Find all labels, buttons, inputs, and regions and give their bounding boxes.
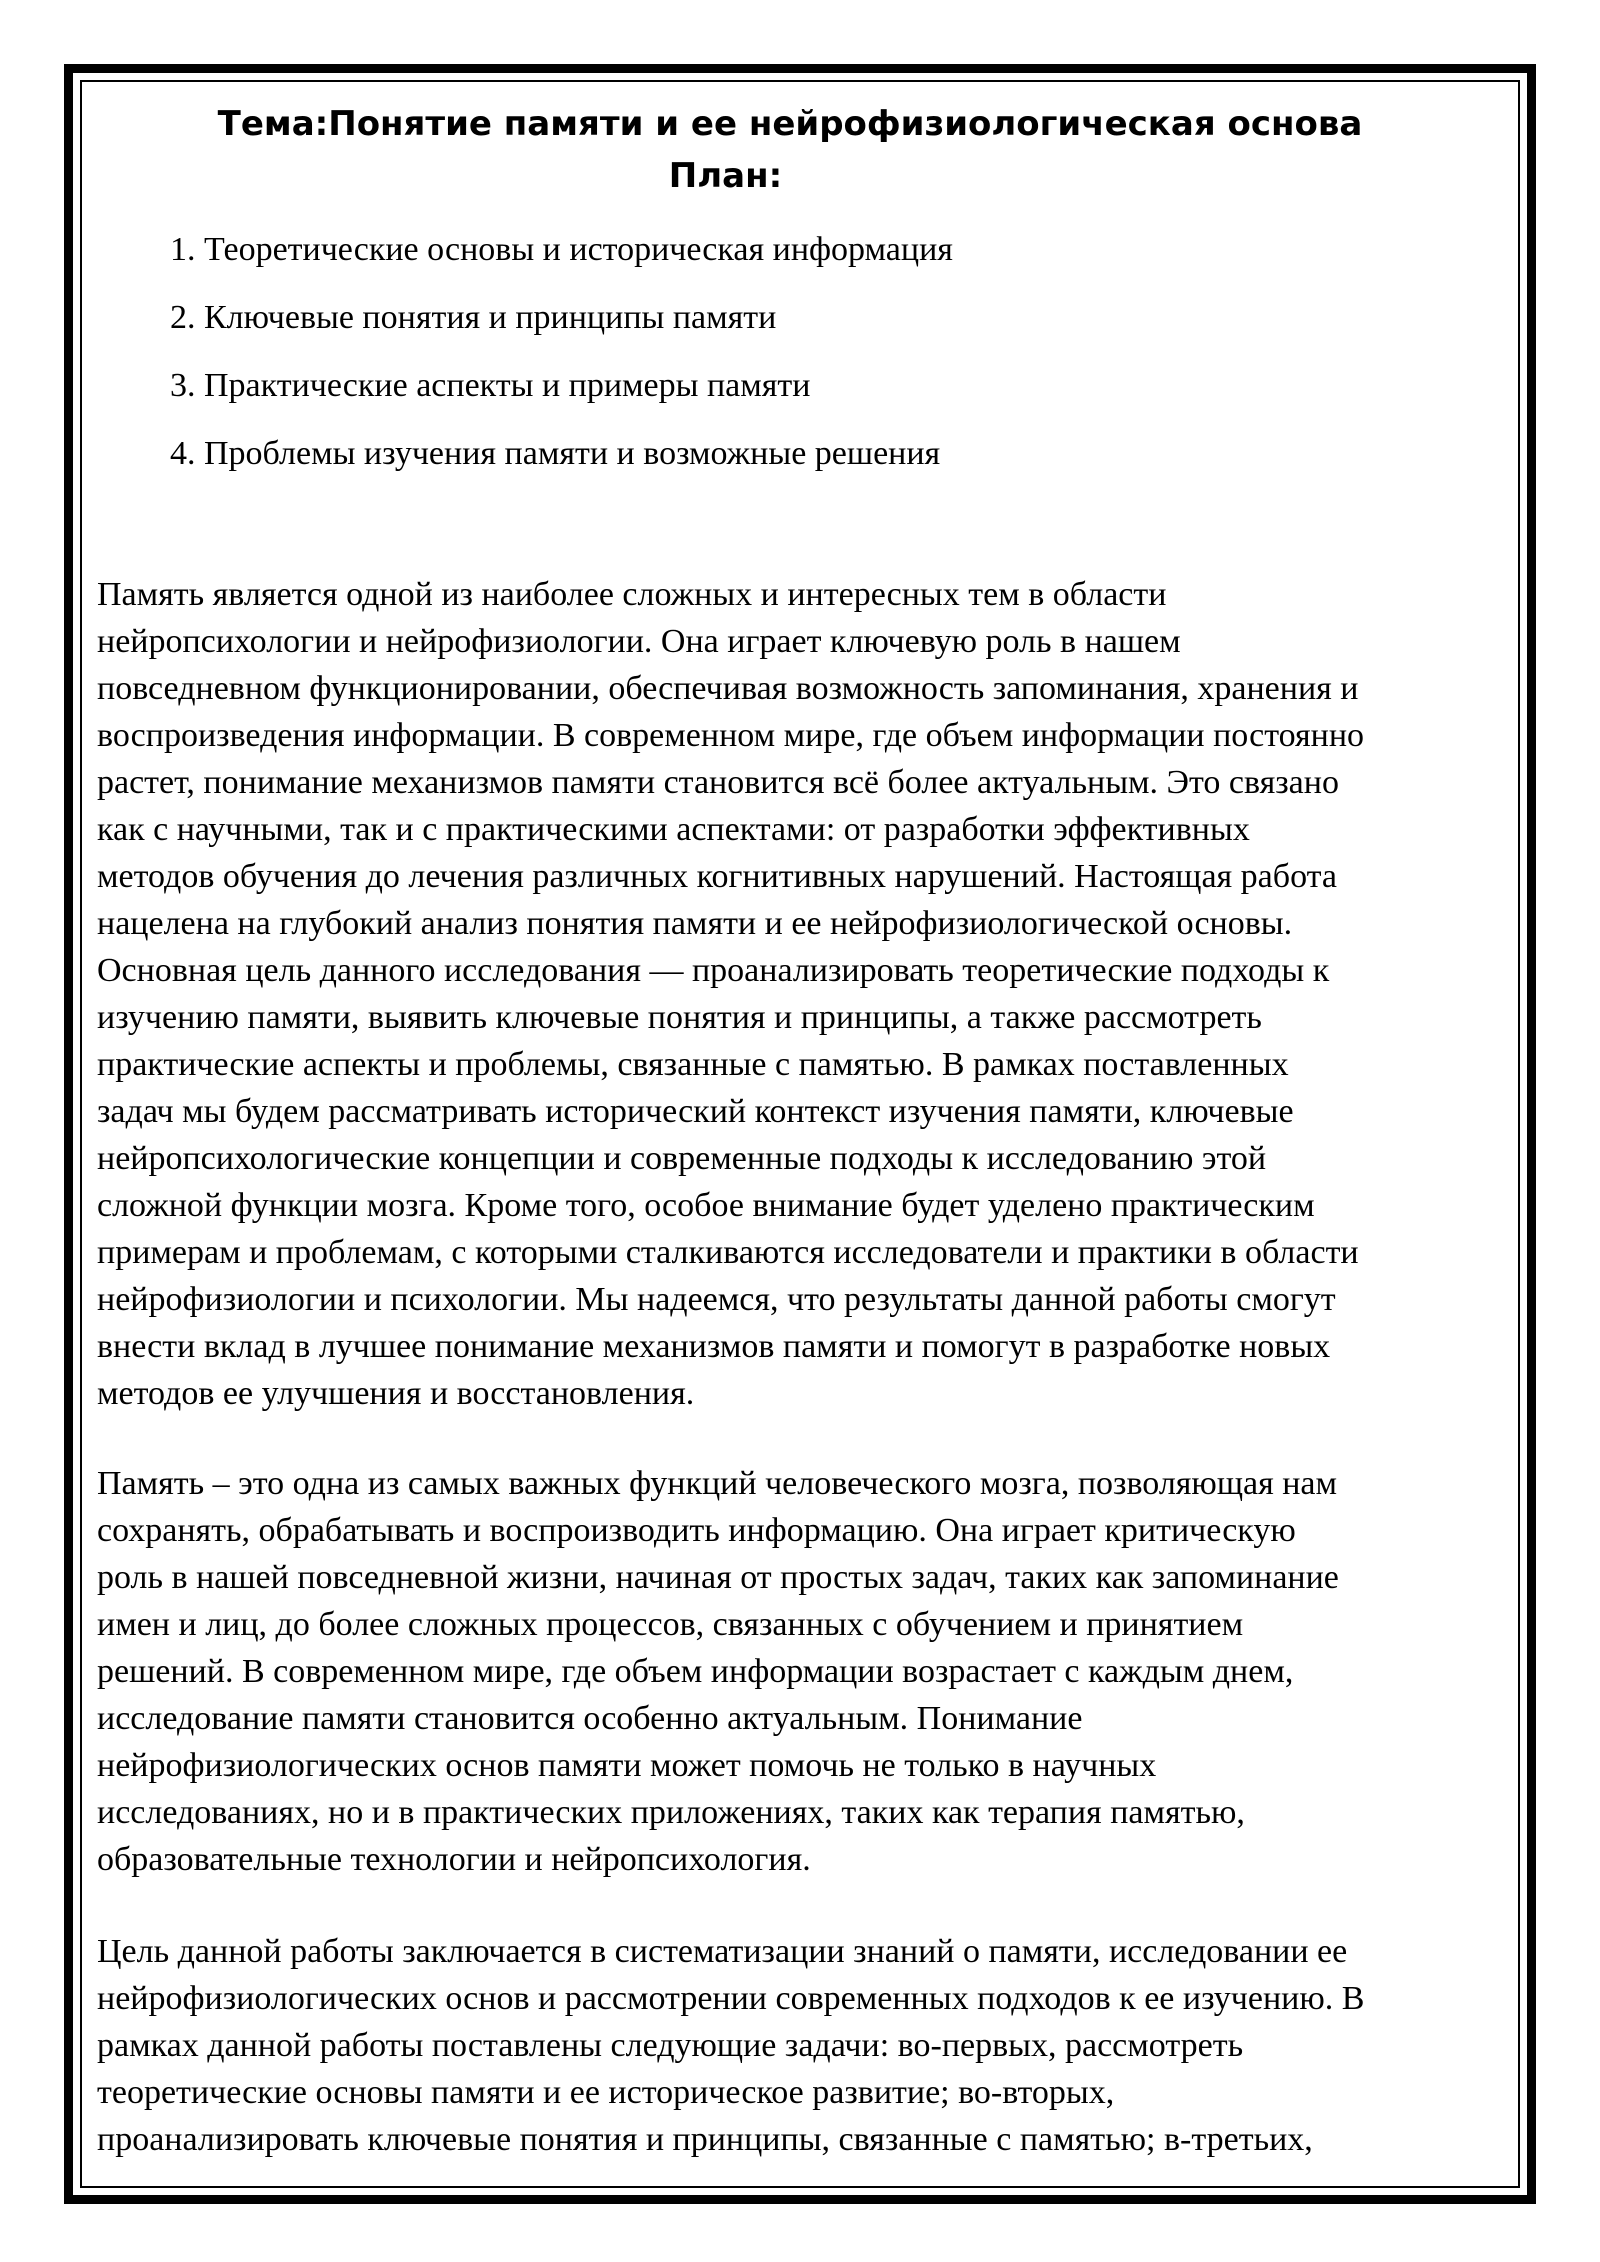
body-paragraph: Память – это одна из самых важных функций человеческого мозга, позволяющая нам сохранять, обрабатывать и воспроизводить информацию. Она играет критическую роль в нашей повседневной жизни, начиная от простых задач, таких как запоминание имен и лиц, до более сложных процессов, связанных с обучением и принятием решений. В современном мире, где объем информации возрастает с каждым днем, исследование памяти становится особенно актуальным. Понимание нейрофизиологических основ памяти может помочь не только в научных исследованиях, но и в практических приложениях, таких как терапия памятью, образовательные технологии и нейропсихология. <box>97 1465 1339 1878</box>
document-title: Тема:Понятие памяти и ее нейрофизиологическая основа <box>217 104 1363 144</box>
plan-list <box>170 226 953 498</box>
plan-item: 4. Проблемы изучения памяти и возможные решения <box>170 435 941 472</box>
plan-item: 2. Ключевые понятия и принципы памяти <box>170 299 777 336</box>
plan-item: 1. Теоретические основы и историческая информация <box>170 231 953 268</box>
body-paragraph: Память является одной из наиболее сложных и интересных тем в области нейропсихологии и нейрофизиологии. Она играет ключевую роль в нашем повседневном функционировании, обеспечивая возможность запоминания, хранения и воспроизведения информации. В современном мире, где объем информации постоянно растет, понимание механизмов памяти становится всё более актуальным. Это связано как с научными, так и с практическими аспектами: от разработки эффективных методов обучения до лечения различных когнитивных нарушений. Настоящая работа нацелена на глубокий анализ понятия памяти и ее нейрофизиологической основы. Основная цель данного исследования — проанализировать теоретические подходы к изучению памяти, выявить ключевые понятия и принципы, а также рассмотреть практические аспекты и проблемы, связанные с памятью. В рамках поставленных задач мы будем рассматривать исторический контекст изучения памяти, ключевые нейропсихологические концепции и современные подходы к исследованию этой сложной функции мозга. Кроме того, особое внимание будет уделено практическим примерам и проблемам, с которыми сталкиваются исследователи и практики в области нейрофизиологии и психологии. Мы надеемся, что результаты данной работы смогут внести вклад в лучшее понимание механизмов памяти и помогут в разработке новых методов ее улучшения и восстановления. <box>97 576 1365 1412</box>
plan-heading: План: <box>668 156 783 196</box>
body-paragraph: Цель данной работы заключается в систематизации знаний о памяти, исследовании ее нейрофизиологических основ и рассмотрении современных подходов к ее изучению. В рамках данной работы поставлены следующие задачи: во-первых, рассмотреть теоретические основы памяти и ее историческое развитие; во-вторых, проанализировать ключевые понятия и принципы, связанные с памятью; в-третьих, <box>97 1933 1365 2158</box>
plan-item: 3. Практические аспекты и примеры памяти <box>170 367 811 404</box>
